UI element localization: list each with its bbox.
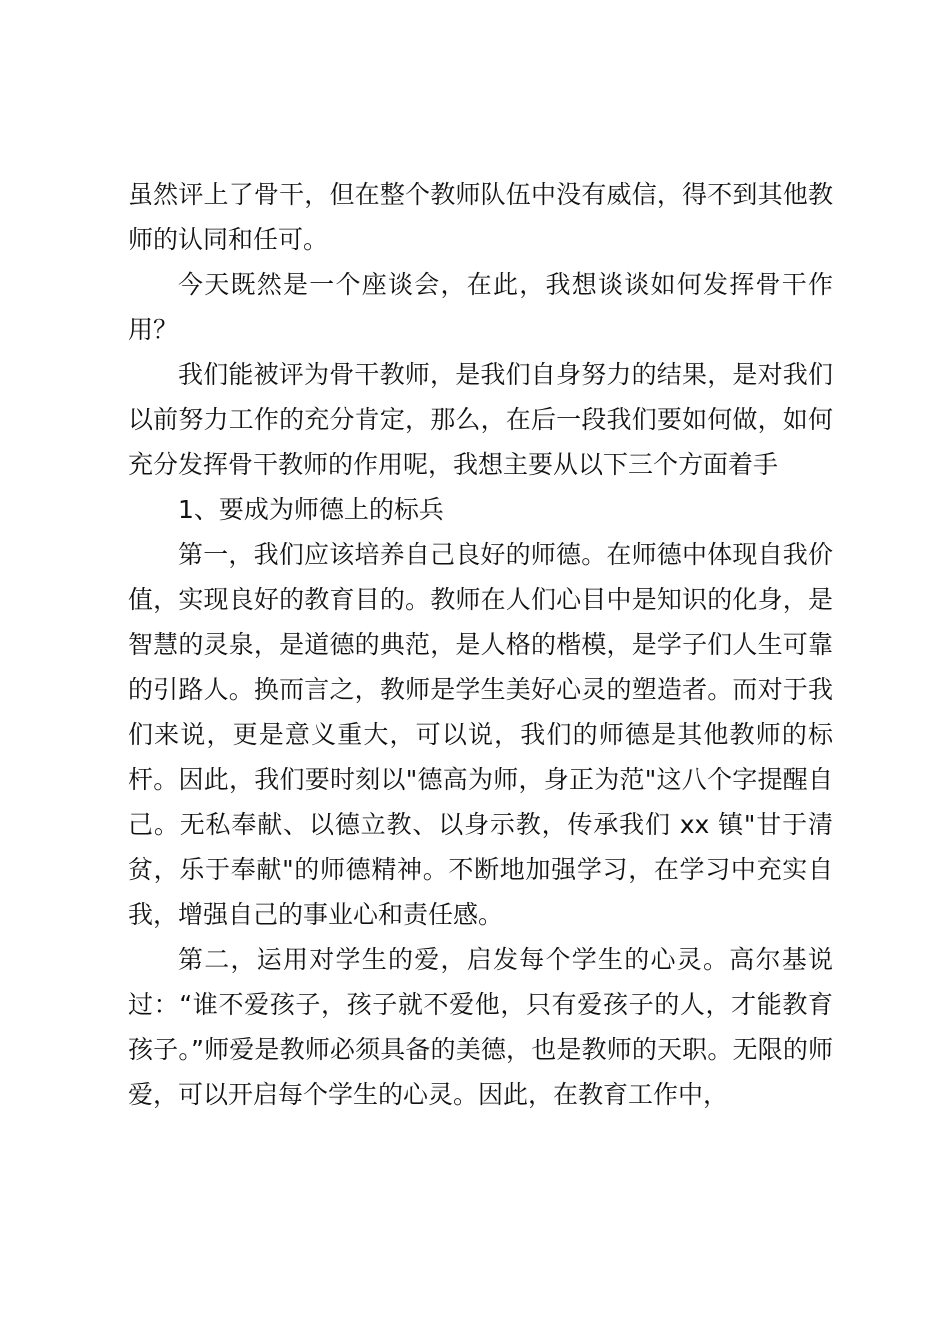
document-body [128,172,833,1117]
section-heading: 1、要成为师德上的标兵 [178,495,444,524]
paragraph-5: 第二，运用对学生的爱，启发每个学生的心灵。高尔基说过：“谁不爱孩子，孩子就不爱他，只有爱孩子的人，才能教育孩子。”师爱是教师必须具备的美德，也是教师的天职。无限的师爱，可以开启每个学生的心灵。因此，在教育工作中， [128,945,833,1109]
paragraph-3: 我们能被评为骨干教师，是我们自身努力的结果，是对我们以前努力工作的充分肯定，那么，在后一段我们要如何做，如何充分发挥骨干教师的作用呢，我想主要从以下三个方面着手 [128,360,833,479]
paragraph-4: 第一，我们应该培养自己良好的师德。在师德中体现自我价值，实现良好的教育目的。教师在人们心目中是知识的化身，是智慧的灵泉，是道德的典范，是人格的楷模，是学子们人生可靠的引路人。换而言之，教师是学生美好心灵的塑造者。而对于我们来说，更是意义重大，可以说，我们的师德是其他教师的标杆。因此，我们要时刻以"德高为师，身正为范"这八个字提醒自己。无私奉献、以德立教、以身示教，传承我们 xx 镇"甘于清贫，乐于奉献"的师德精神。不断地加强学习，在学习中充实自我，增强自己的事业心和责任感。 [128,540,833,929]
paragraph-1: 虽然评上了骨干，但在整个教师队伍中没有威信，得不到其他教师的认同和任可。 [128,180,833,254]
paragraph-2: 今天既然是一个座谈会，在此，我想谈谈如何发挥骨干作用？ [128,270,833,344]
